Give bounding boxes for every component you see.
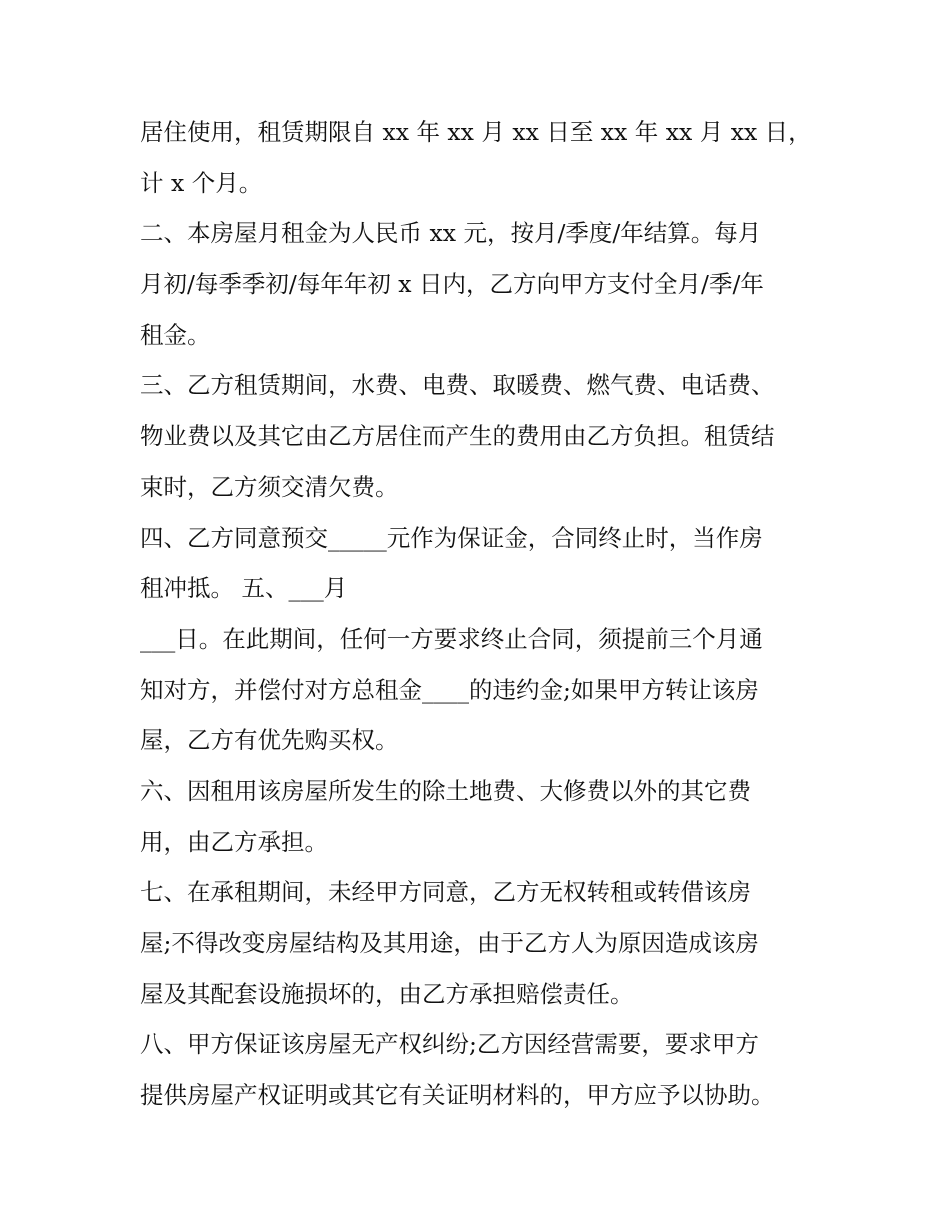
text-line: 屋及其配套设施损坏的，由乙方承担赔偿责任。 — [140, 979, 634, 1008]
clause-4-line: 四、乙方同意预交_____元作为保证金，合同终止时，当作房 — [140, 523, 763, 552]
clause-5-line: 租冲抵。 五、___月 — [140, 574, 348, 603]
clause-8-line: 八、甲方保证该房屋无产权纠纷;乙方因经营需要，要求甲方 — [140, 1030, 759, 1059]
text-line: 知对方，并偿付对方总租金____的违约金;如果甲方转让该房 — [140, 675, 759, 704]
text-line: 用，由乙方承担。 — [140, 827, 328, 856]
clause-2-line: 二、本房屋月租金为人民币 xx 元，按月/季度/年结算。每月 — [140, 219, 762, 248]
text-line: 租金。 — [140, 320, 211, 349]
text-line: 束时，乙方须交清欠费。 — [140, 472, 399, 501]
text-line: ___日。在此期间，任何一方要求终止合同，须提前三个月通 — [140, 624, 763, 653]
text-line: 居住使用，租赁期限自 xx 年 xx 月 xx 日至 xx 年 xx 月 xx 日， — [140, 118, 812, 146]
text-line: 物业费以及其它由乙方居住而产生的费用由乙方负担。租赁结 — [140, 422, 775, 451]
text-line: 屋;不得改变房屋结构及其用途，由于乙方人为原因造成该房 — [140, 929, 759, 957]
text-line: 屋，乙方有优先购买权。 — [140, 726, 399, 755]
text-line: 月初/每季季初/每年年初 x 日内，乙方向甲方支付全月/季/年 — [140, 270, 764, 299]
clause-6-line: 六、因租用该房屋所发生的除土地费、大修费以外的其它费 — [140, 776, 751, 805]
text-line: 提供房屋产权证明或其它有关证明材料的，甲方应予以协助。 — [140, 1081, 775, 1110]
text-line: 计 x 个月。 — [140, 168, 263, 197]
clause-3-line: 三、乙方租赁期间，水费、电费、取暖费、燃气费、电话费、 — [140, 371, 775, 400]
clause-7-line: 七、在承租期间，未经甲方同意，乙方无权转租或转借该房 — [140, 878, 751, 907]
contract-body — [140, 107, 830, 1121]
